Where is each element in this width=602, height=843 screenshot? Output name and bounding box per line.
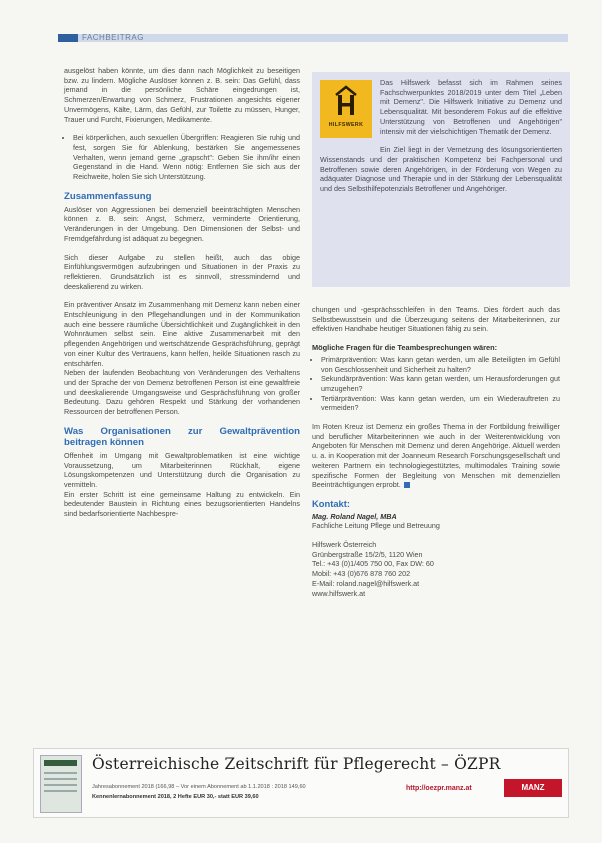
questions-list — [312, 355, 560, 413]
org-paragraph-2: Ein erster Schritt ist eine gemeinsame Haltung zu entwickeln. Ein bedeutender Baustein in Richtung eines bezugsorientierten Handelns sind bedarfsorientierte Nachbespre- — [64, 489, 300, 519]
contact-tel: Tel.: +43 (0)1/405 750 00, Fax DW: 60 — [312, 559, 434, 569]
summary-paragraph-2: Sich dieser Aufgabe zu stellen heißt, auch das obige Einfühlungsvermögen aufzubringen und Situationen in der Praxis zu reflektieren. Grundsätzlich ist es sinnvoll, stressmindernd und deeskalierend zu wirken. — [64, 252, 300, 291]
section-tag — [58, 34, 78, 42]
contact-heading: Kontakt: — [312, 497, 351, 509]
heading-organisations: Was Organisationen zur Gewaltprävention beitragen können — [64, 425, 300, 448]
summary-paragraph-1: Auslöser von Aggressionen bei demenziell beeinträchtigten Menschen können z. B. sein: Angst, Schmerz, verminderte Orientierung, Veränderungen in der Umgebung. Den Dimensionen der Selbst- und Fremdgefährdung ist adäquat zu begegnen. — [64, 204, 300, 243]
summary-paragraph-3: Ein präventiver Ansatz im Zusammenhang mit Demenz kann neben einer Entschleunigung in den Pflegehandlungen und in der Kommunikation auch eine bessere räumliche Übersichtlichkeit und Zugänglichkeit in den Wohnräumen selbst sein. Eine aktive Zusammenarbeit mit den pflegenden Angehörigen und wertschätzende Gesprächsführung, geprägt von einer Kultur des Vertrauens, kann helfen, heikle Situationen rasch zu entschärfen. — [64, 300, 300, 368]
manz-logo: MANZ — [504, 779, 562, 797]
intro-paragraph: ausgelöst haben könnte, um dies dann nach Möglichkeit zu beseitigen bzw. zu lindern. Mögliche Auslöser können z. B. sein: Das Gefühl, dass jemand in die persönliche Schäre eingedrungen ist, Schmerzen/Erwartung von Schmerz, Frustrationen angesichts eigener Unvermögens, Kälte, Lärm, das Gefühl, zur Toilette zu müssen, Hunger, Trauer und Furcht, Fixierungen, Medikamente. — [64, 66, 300, 124]
contact-mobile: Mobil: +43 (0)676 878 760 202 — [312, 569, 411, 579]
question-item: • Tertiärprävention: Was kann getan werden, um ein Wiederauftreten zu vermeiden? — [321, 394, 560, 413]
bullet-list — [64, 133, 300, 182]
heading-summary: Zusammenfassung — [64, 190, 152, 202]
right-paragraph-2 — [312, 422, 560, 490]
bullet-item: • Bei körperlichen, auch sexuellen Übergriffen: Reagieren Sie ruhig und fest, sorgen Sie für Ablenkung, bestärken Sie angemessenes Verhalten, wenn jemand gerne „grapscht": Geben Sie ihm/ihr einen Gegenstand in die Hand. Wenn nötig: Entfernen Sie sich aus der Reichweite, holen Sie sich Unterstützung. — [73, 133, 300, 182]
ad-title: Österreichische Zeitschrift für Pflegerecht – ÖZPR — [92, 755, 501, 773]
ad-trial-line: Kennenlernabonnement 2018, 2 Hefte EUR 30,- statt EUR 39,60 — [92, 794, 259, 800]
right-paragraph-1: chungen und -gesprächsschleifen in den Teams. Dies fördert auch das Selbstbewusstsein und die Überzeugung seitens der Mitarbeiterinnen, zur effektiven Handhabe heutiger Situationen fähig zu sein. — [312, 305, 560, 334]
questions-heading: Mögliche Fragen für die Teambesprechungen wären: — [312, 343, 498, 353]
contact-org: Hilfswerk Österreich — [312, 540, 377, 550]
contact-name: Mag. Roland Nagel, MBA — [312, 511, 397, 521]
section-label: FACHBEITRAG — [82, 33, 144, 42]
summary-paragraph-4: Neben der laufenden Beobachtung von Veränderungen des Verhaltens und der Sprache der von Demenz betroffenen Person ist eine gewaltfreie und deeskalierende Umgangsweise und Gesprächsführung von großer Bedeutung. Dazu gehören Respekt und Stärkung der vorhandenen Ressourcen der betroffenen Person. — [64, 368, 300, 417]
hilfswerk-info-box — [312, 72, 570, 287]
contact-address: Grünbergstraße 15/2/5, 1120 Wien — [312, 549, 423, 559]
ad-url-link[interactable]: http://oezpr.manz.at — [406, 785, 472, 792]
journal-cover-thumbnail — [40, 755, 82, 813]
question-item: • Sekundärprävention: Was kann getan werden, um Herausforderungen gut umzugehen? — [321, 374, 560, 393]
ad-price-line: Jahresabonnement 2018 (166,98 – Vor einem Abonnement ab 1.1.2018 : 2018 149,60 — [92, 784, 306, 790]
contact-email[interactable]: E-Mail: roland.nagel@hilfswerk.at — [312, 578, 420, 588]
contact-role: Fachliche Leitung Pflege und Betreuung — [312, 521, 440, 531]
contact-web[interactable]: www.hilfswerk.at — [312, 588, 366, 598]
org-paragraph-1: Offenheit im Umgang mit Gewaltproblematiken ist eine wichtige Voraussetzung, um Mitarbeiterinnen Rückhalt, eigene Lösungskompetenzen und Unterstützung durch die Organisation zu vermitteln. — [64, 450, 300, 489]
box-paragraph-2: Ein Ziel liegt in der Vernetzung des lösungsorientierten Wissenstands und der praktischen Kompetenz bei Fachpersonal und Betroffenen sowie deren Angehörigen, in der Förderung von Wegen zu adäquater Diagnose und Therapie und in der Stärkung der Lebensqualität und des Selbsthilfepotenzials Betroffener und Angehöriger. — [320, 145, 562, 194]
question-item: • Primärprävention: Was kann getan werden, um alle Beteiligten im Gefühl von Geschlossenheit und Sicherheit zu halten? — [321, 355, 560, 374]
right-column — [312, 305, 560, 598]
end-mark-icon — [404, 482, 410, 488]
section-header-bar — [58, 34, 568, 42]
red-cross-text: Im Roten Kreuz ist Demenz ein großes Thema in der Fortbildung freiwilliger und beruflicher Mitarbeiterinnen wie auch in der Weiterentwicklung von Angeboten für Menschen mit Demenz und deren Angehörige. Aktuell werden u. a. in Kooperation mit der Joanneum Research Forschungsgesellschaft und weiteren Partnern ein technologiegestütztes, multimodales Training sowie spezifische Formen der Begleitung von Menschen mit demenziellen Beeinträchtigungen erprobt. — [312, 422, 560, 490]
advertisement-banner[interactable] — [33, 748, 569, 818]
left-column — [64, 66, 300, 528]
box-paragraph-1: Das Hilfswerk befasst sich im Rahmen seines Fachschwerpunktes 2018/2019 unter dem Titel „Leben mit Demenz". Die Hilfswerk Initiative zu Demenz und Lebensqualität. Mit besonderem Fokus auf die effektive Unterstützung von Betroffenen und Angehörigen" intensiv mit der vielschichtigen Thematik der Demenz. — [380, 78, 562, 136]
box-text — [320, 78, 562, 203]
logo-text: HILFSWERK — [328, 122, 364, 128]
